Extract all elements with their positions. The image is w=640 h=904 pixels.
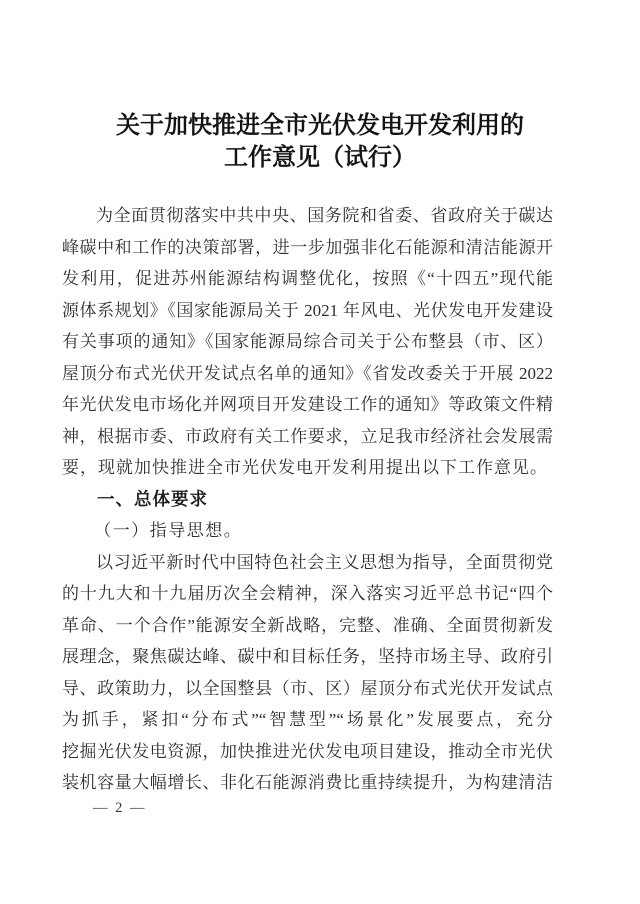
subsection-heading: （一）指导思想。 — [94, 521, 243, 540]
title-line-1: 关于加快推进全市光伏发电开发利用的 — [116, 113, 524, 139]
paragraph2-line-5: 导、政策助力，以全国整县（市、区）屋顶分布式光伏开发试点 — [62, 678, 553, 698]
paragraph1-line-8: 神，根据市委、市政府有关工作要求，立足我市经济社会发展需 — [62, 426, 553, 446]
paragraph1-line-2: 峰碳中和工作的决策部署，进一步加强非化石能源和清洁能源开 — [62, 237, 553, 257]
document-body — [62, 200, 553, 799]
paragraph2-line-8: 装机容量大幅增长、非化石能源消费比重持续提升，为构建清洁 — [62, 773, 553, 792]
paragraph1-line-7: 年光伏发电市场化并网项目开发建设工作的通知》等政策文件精 — [62, 395, 553, 414]
paragraph1-line-6: 屋顶分布式光伏开发试点名单的通知》《省发改委关于开展 2022 — [62, 363, 553, 383]
paragraph1-line-9: 要，现就加快推进全市光伏发电开发利用提出以下工作意见。 — [62, 458, 548, 477]
paragraph2-line-2: 的十九大和十九届历次全会精神，深入落实习近平总书记“四个 — [62, 584, 553, 603]
paragraph1-line-4: 源体系规划》《国家能源局关于 2021 年风电、光伏发电开发建设 — [62, 300, 553, 320]
paragraph2-line-6: 为抓手，紧扣“分布式”“智慧型”“场景化”发展要点，充分 — [62, 710, 553, 729]
paragraph1-line-5: 有关事项的通知》《国家能源局综合司关于公布整县（市、区） — [62, 332, 553, 351]
paragraph2-line-3: 革命、一个合作”能源安全新战略，完整、准确、全面贯彻新发 — [62, 615, 553, 635]
paragraph2-line-7: 挖掘光伏发电资源，加快推进光伏发电项目建设，推动全市光伏 — [62, 741, 553, 761]
document-title — [0, 110, 640, 174]
page-number: — 2 — — [93, 800, 147, 816]
paragraph2-line-1: 以习近平新时代中国特色社会主义思想为指导，全面贯彻党 — [96, 552, 553, 572]
paragraph1-line-3: 发利用，促进苏州能源结构调整优化，按照《“十四五”现代能 — [62, 269, 553, 288]
title-line-2: 工作意见（试行） — [224, 145, 416, 171]
paragraph2-line-4: 展理念，聚焦碳达峰、碳中和目标任务，坚持市场主导、政府引 — [62, 647, 553, 666]
section-heading: 一、总体要求 — [97, 488, 208, 509]
paragraph1-line-1: 为全面贯彻落实中共中央、国务院和省委、省政府关于碳达 — [96, 206, 553, 225]
